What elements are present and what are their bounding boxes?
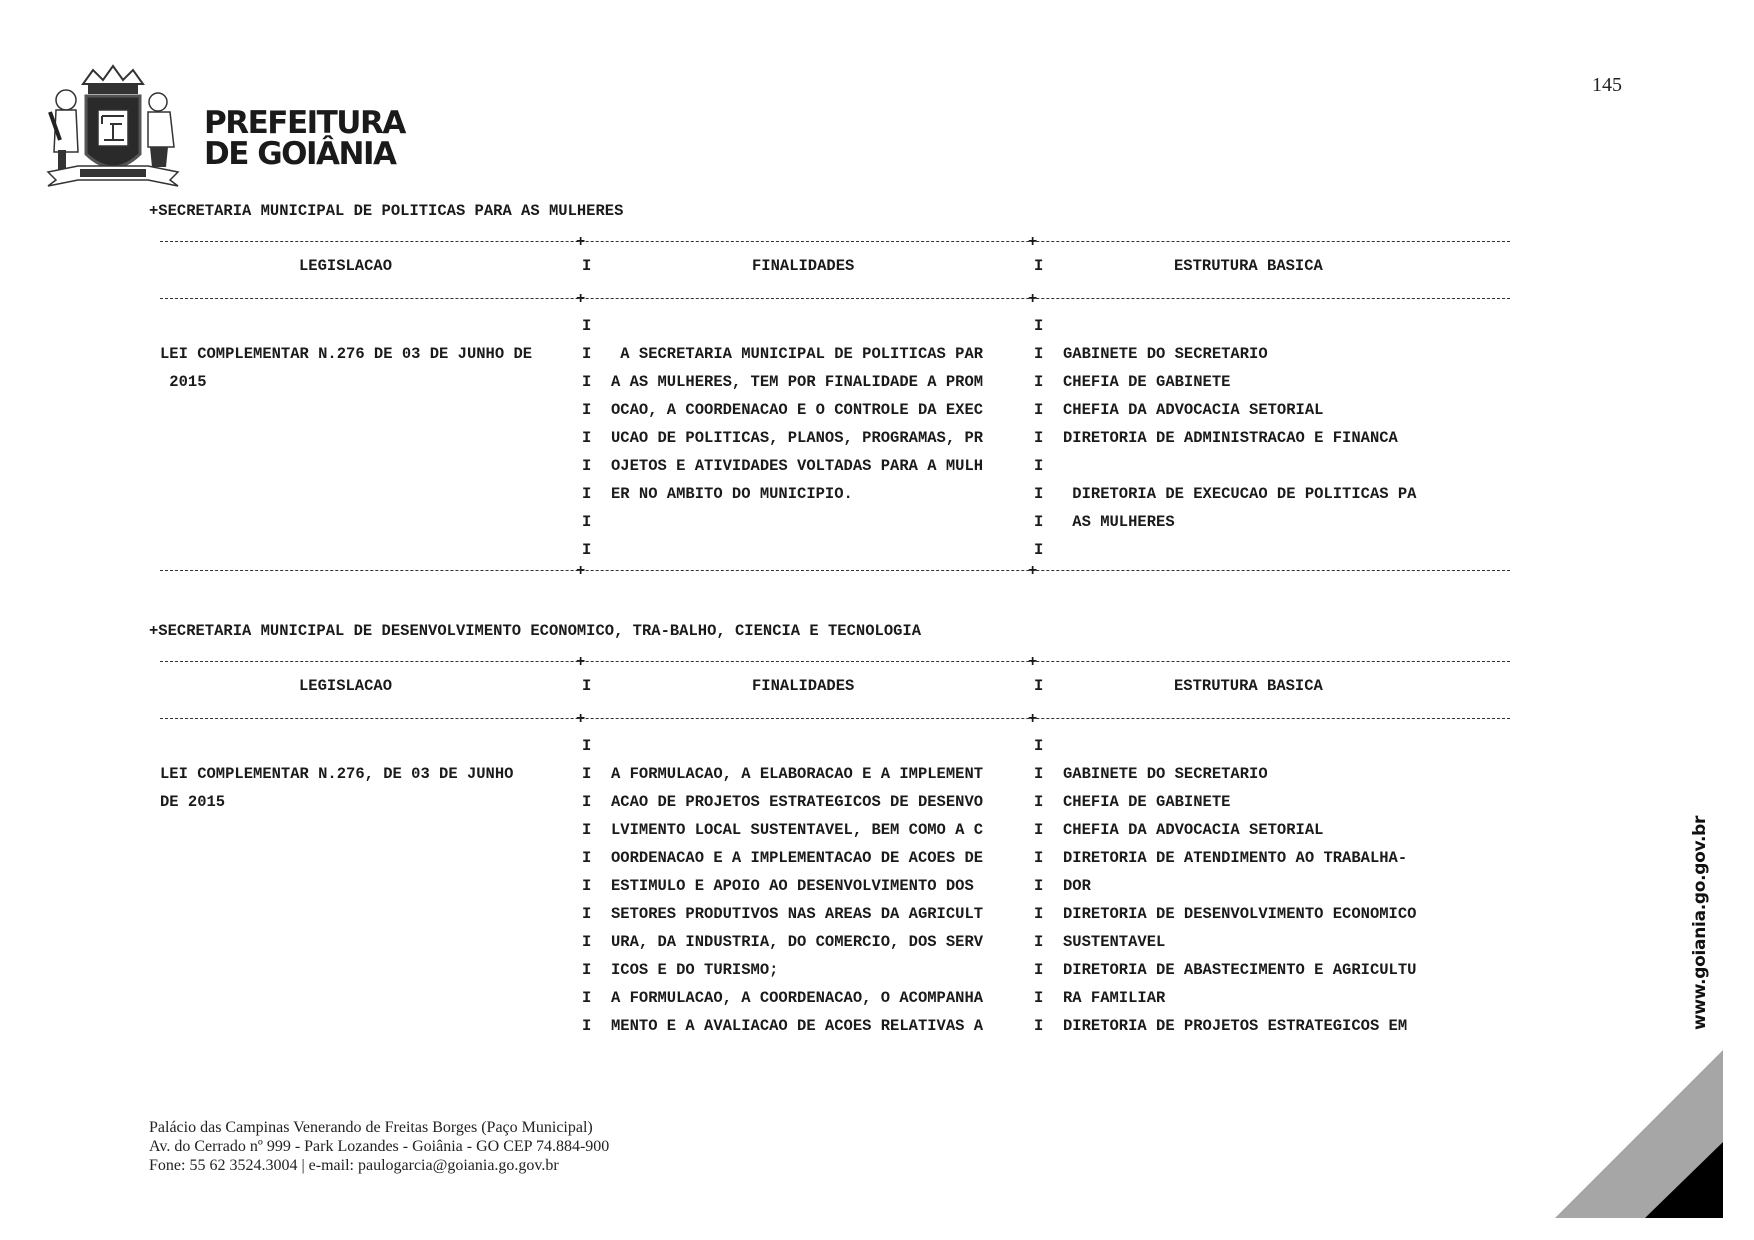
column-separator: I xyxy=(1034,257,1044,275)
header-legislacao: LEGISLACAO xyxy=(299,257,393,275)
column-separator: I xyxy=(582,1017,592,1035)
table-cell-estrutura: DIRETORIA DE DESENVOLVIMENTO ECONOMICO xyxy=(1063,905,1417,923)
table-cell-estrutura: GABINETE DO SECRETARIO xyxy=(1063,765,1268,783)
table-cell-finalidades: ESTIMULO E APOIO AO DESENVOLVIMENTO DOS xyxy=(611,877,974,895)
rule-cross: + xyxy=(576,710,586,728)
column-separator: I xyxy=(1034,793,1044,811)
column-separator: I xyxy=(1034,849,1044,867)
column-separator: I xyxy=(582,961,592,979)
rule-cross: + xyxy=(1028,710,1038,728)
table-cell-estrutura: DIRETORIA DE ADMINISTRACAO E FINANCA xyxy=(1063,429,1398,447)
header-finalidades: FINALIDADES xyxy=(752,257,855,275)
table-cell-finalidades: OCAO, A COORDENACAO E O CONTROLE DA EXEC xyxy=(611,401,984,419)
column-separator: I xyxy=(1034,541,1044,559)
table-cell-estrutura: AS MULHERES xyxy=(1063,513,1175,531)
table-cell-estrutura: DIRETORIA DE EXECUCAO DE POLITICAS PA xyxy=(1063,485,1417,503)
column-separator: I xyxy=(582,765,592,783)
rule-cross: + xyxy=(1028,562,1038,580)
table-rule-mid xyxy=(160,710,1510,728)
table-cell-legislacao: LEI COMPLEMENTAR N.276 DE 03 DE JUNHO DE xyxy=(160,345,533,363)
table-cell-finalidades: ACAO DE PROJETOS ESTRATEGICOS DE DESENVO xyxy=(611,793,984,811)
footer-address xyxy=(149,1118,609,1175)
column-separator: I xyxy=(1034,989,1044,1007)
rule-cross: + xyxy=(1028,290,1038,308)
brand-line-2: DE GOIÂNIA xyxy=(204,136,396,172)
column-separator: I xyxy=(1034,933,1044,951)
table-cell-finalidades: ICOS E DO TURISMO; xyxy=(611,961,779,979)
table-cell-finalidades: A AS MULHERES, TEM POR FINALIDADE A PROM xyxy=(611,373,984,391)
footer-line-1: Palácio das Campinas Venerando de Freitas Borges (Paço Municipal) xyxy=(149,1119,593,1136)
table-rule-bottom xyxy=(160,562,1510,580)
column-separator: I xyxy=(582,429,592,447)
table-cell-finalidades: OJETOS E ATIVIDADES VOLTADAS PARA A MULH xyxy=(611,457,984,475)
table-cell-estrutura: DIRETORIA DE ATENDIMENTO AO TRABALHA- xyxy=(1063,849,1408,867)
column-separator: I xyxy=(582,485,592,503)
column-separator: I xyxy=(1034,677,1044,695)
rule-cross: + xyxy=(576,290,586,308)
column-separator: I xyxy=(1034,821,1044,839)
column-separator: I xyxy=(1034,961,1044,979)
column-separator: I xyxy=(1034,317,1044,335)
page-number: 145 xyxy=(1592,74,1622,96)
footer-line-2: Av. do Cerrado nº 999 - Park Lozandes - Goiânia - GO CEP 74.884-900 xyxy=(149,1138,610,1155)
column-separator: I xyxy=(1034,905,1044,923)
table-cell-finalidades: A FORMULACAO, A ELABORACAO E A IMPLEMENT xyxy=(611,765,984,783)
rule-cross: + xyxy=(576,233,586,251)
corner-decoration xyxy=(1555,1050,1730,1225)
table-cell-estrutura: DIRETORIA DE PROJETOS ESTRATEGICOS EM xyxy=(1063,1017,1408,1035)
table-cell-finalidades: ER NO AMBITO DO MUNICIPIO. xyxy=(611,485,853,503)
brand-wordmark xyxy=(204,105,405,172)
table-cell-estrutura: DIRETORIA DE ABASTECIMENTO E AGRICULTU xyxy=(1063,961,1417,979)
column-separator: I xyxy=(582,933,592,951)
site-url: www.goiania.go.gov.br xyxy=(1690,815,1710,1030)
table-rule-mid xyxy=(160,290,1510,308)
table-cell-finalidades: LVIMENTO LOCAL SUSTENTAVEL, BEM COMO A C xyxy=(611,821,984,839)
column-separator: I xyxy=(582,793,592,811)
table-cell-estrutura: CHEFIA DA ADVOCACIA SETORIAL xyxy=(1063,401,1324,419)
rule-cross: + xyxy=(1028,233,1038,251)
section-title: +SECRETARIA MUNICIPAL DE POLITICAS PARA AS MULHERES xyxy=(149,202,624,220)
table-rule-top xyxy=(160,653,1510,671)
column-separator: I xyxy=(582,905,592,923)
table-cell-finalidades: URA, DA INDUSTRIA, DO COMERCIO, DOS SERV xyxy=(611,933,984,951)
coat-of-arms-logo xyxy=(38,62,188,197)
header-legislacao: LEGISLACAO xyxy=(299,677,393,695)
column-separator: I xyxy=(1034,485,1044,503)
header-estrutura: ESTRUTURA BASICA xyxy=(1174,257,1323,275)
column-separator: I xyxy=(582,317,592,335)
column-separator: I xyxy=(582,401,592,419)
column-separator: I xyxy=(582,345,592,363)
table-rule-top xyxy=(160,233,1510,251)
column-separator: I xyxy=(582,541,592,559)
column-separator: I xyxy=(1034,1017,1044,1035)
column-separator: I xyxy=(1034,765,1044,783)
table-cell-estrutura: SUSTENTAVEL xyxy=(1063,933,1166,951)
footer-line-3: Fone: 55 62 3524.3004 | e-mail: paulogarcia@goiania.go.gov.br xyxy=(149,1157,559,1174)
column-separator: I xyxy=(582,373,592,391)
table-cell-estrutura: CHEFIA DE GABINETE xyxy=(1063,373,1231,391)
table-cell-finalidades: UCAO DE POLITICAS, PLANOS, PROGRAMAS, PR xyxy=(611,429,984,447)
table-cell-finalidades: A FORMULACAO, A COORDENACAO, O ACOMPANHA xyxy=(611,989,984,1007)
table-cell-estrutura: CHEFIA DA ADVOCACIA SETORIAL xyxy=(1063,821,1324,839)
column-separator: I xyxy=(582,457,592,475)
brand-line-1: PREFEITURA xyxy=(204,105,405,141)
column-separator: I xyxy=(1034,429,1044,447)
column-separator: I xyxy=(582,257,592,275)
header-estrutura: ESTRUTURA BASICA xyxy=(1174,677,1323,695)
column-separator: I xyxy=(1034,345,1044,363)
section-title: +SECRETARIA MUNICIPAL DE DESENVOLVIMENTO ECONOMICO, TRA-BALHO, CIENCIA E TECNOLOGIA xyxy=(149,622,922,640)
table-cell-estrutura: GABINETE DO SECRETARIO xyxy=(1063,345,1268,363)
table-cell-finalidades: A SECRETARIA MUNICIPAL DE POLITICAS PAR xyxy=(611,345,984,363)
table-cell-estrutura: CHEFIA DE GABINETE xyxy=(1063,793,1231,811)
table-cell-finalidades: MENTO E A AVALIACAO DE ACOES RELATIVAS A xyxy=(611,1017,984,1035)
table-cell-finalidades: OORDENACAO E A IMPLEMENTACAO DE ACOES DE xyxy=(611,849,984,867)
column-separator: I xyxy=(582,849,592,867)
table-cell-estrutura: RA FAMILIAR xyxy=(1063,989,1166,1007)
column-separator: I xyxy=(582,513,592,531)
table-cell-finalidades: SETORES PRODUTIVOS NAS AREAS DA AGRICULT xyxy=(611,905,984,923)
column-separator: I xyxy=(582,737,592,755)
table-cell-estrutura: DOR xyxy=(1063,877,1091,895)
column-separator: I xyxy=(582,821,592,839)
column-separator: I xyxy=(1034,737,1044,755)
table-cell-legislacao: 2015 xyxy=(160,373,207,391)
column-separator: I xyxy=(582,989,592,1007)
rule-cross: + xyxy=(1028,653,1038,671)
column-separator: I xyxy=(1034,401,1044,419)
column-separator: I xyxy=(582,677,592,695)
rule-cross: + xyxy=(576,653,586,671)
column-separator: I xyxy=(582,877,592,895)
column-separator: I xyxy=(1034,513,1044,531)
header-finalidades: FINALIDADES xyxy=(752,677,855,695)
column-separator: I xyxy=(1034,457,1044,475)
column-separator: I xyxy=(1034,373,1044,391)
column-separator: I xyxy=(1034,877,1044,895)
table-cell-legislacao: LEI COMPLEMENTAR N.276, DE 03 DE JUNHO xyxy=(160,765,514,783)
rule-cross: + xyxy=(576,562,586,580)
table-cell-legislacao: DE 2015 xyxy=(160,793,226,811)
